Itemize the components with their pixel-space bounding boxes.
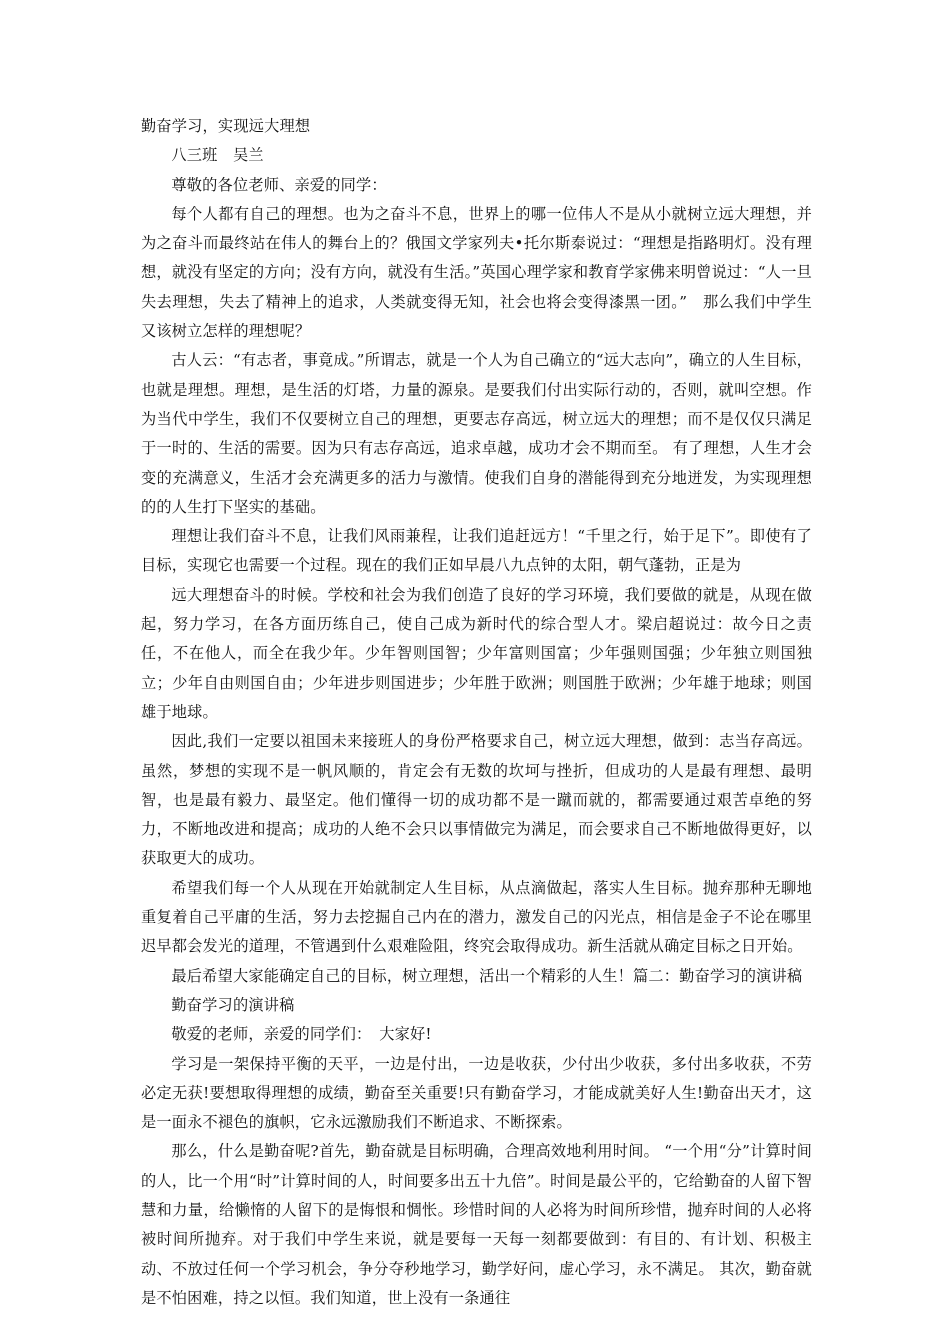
section-heading: 勤奋学习的演讲稿 xyxy=(171,995,295,1014)
greeting: 敬爱的老师，亲爱的同学们： 大家好! xyxy=(171,1025,432,1044)
paragraph: 因此,我们一定要以祖国未来接班人的身份严格要求自己，树立远大理想，做到：志当存高远。虽然，梦想的实现不是一帆风顺的，肯定会有无数的坎坷与挫折，但成功的人是最有理想、最明智，也是最有毅力、最坚定。他们懂得一切的成功都不是一蹴而就的，都需要通过艰苦卓绝的努力，不断地改进和提高；成功的人绝不会只以事情做完为满足，而会要求自己不断地做得更好，以获取更大的成功。 xyxy=(141,732,812,868)
paragraph: 希望我们每一个人从现在开始就制定人生目标，从点滴做起，落实人生目标。抛弃那种无聊地重复着自己平庸的生活，努力去挖掘自己内在的潜力，激发自己的闪光点，相信是金子不论在哪里迟早都会发光的道理，不管遇到什么艰难险阻，终究会取得成功。新生活就从确定目标之日开始。 xyxy=(141,878,812,956)
paragraph: 那么，什么是勤奋呢?首先，勤奋就是目标明确，合理高效地利用时间。 “一个用“分”计算时间的人，比一个用“时”计算时间的人，时间要多出五十九倍”。时间是最公平的，它给勤奋的人留下智慧和力量，给懒惰的人留下的是悔恨和惆怅。珍惜时间的人必将为时间所珍惜，抛弃时间的人必将被时间所抛弃。对于我们中学生来说，就是要每一天每一刻都要做到：有目的、有计划、积极主动、不放过任何一个学习机会，争分夺秒地学习，勤学好问，虚心学习，永不满足。 其次，勤奋就是不怕困难，持之以恒。我们知道，世上没有一条通往 xyxy=(141,1142,812,1307)
author-line: 八三班 吴兰 xyxy=(171,146,264,165)
salutation: 尊敬的各位老师、亲爱的同学： xyxy=(171,175,387,194)
paragraph: 远大理想奋斗的时候。学校和社会为我们创造了良好的学习环境，我们要做的就是，从现在做起，努力学习，在各方面历练自己，使自己成为新时代的综合型人才。梁启超说过：故今日之责任，不在他人，而全在我少年。少年智则国智；少年富则国富；少年强则国强；少年独立则国独立；少年自由则国自由；少年进步则国进步；少年胜于欧洲；则国胜于欧洲；少年雄于地球；则国雄于地球。 xyxy=(141,585,812,721)
paragraph: 最后希望大家能确定自己的目标，树立理想，活出一个精彩的人生！篇二：勤奋学习的演讲稿 xyxy=(171,966,803,985)
document-page xyxy=(141,112,812,1313)
paragraph: 古人云：“有志者，事竟成。”所谓志，就是一个人为自己确立的“远大志向”，确立的人生目标，也就是理想。理想，是生活的灯塔，力量的源泉。是要我们付出实际行动的，否则，就叫空想。作为当代中学生，我们不仅要树立自己的理想，更要志存高远，树立远大的理想；而不是仅仅只满足于一时的、生活的需要。因为只有志存高远，追求卓越，成功才会不期而至。 有了理想，人生才会变的充满意义，生活才会充满更多的活力与激情。使我们自身的潜能得到充分地迸发，为实现理想的的人生打下坚实的基础。 xyxy=(141,351,812,516)
document-title: 勤奋学习，实现远大理想 xyxy=(141,117,311,135)
paragraph: 理想让我们奋斗不息，让我们风雨兼程，让我们追赶远方！“千里之行，始于足下”。即使有了目标，实现它也需要一个过程。现在的我们正如早晨八九点钟的太阳，朝气蓬勃，正是为 xyxy=(141,527,812,575)
paragraph: 学习是一架保持平衡的天平，一边是付出，一边是收获，少付出少收获，多付出多收获，不劳必定无获!要想取得理想的成绩，勤奋至关重要!只有勤奋学习，才能成就美好人生!勤奋出天才，这是一面永不褪色的旗帜，它永远激励我们不断追求、不断探索。 xyxy=(141,1054,812,1132)
paragraph: 每个人都有自己的理想。也为之奋斗不息，世界上的哪一位伟人不是从小就树立远大理想，并为之奋斗而最终站在伟人的舞台上的？俄国文学家列夫•托尔斯泰说过：“理想是指路明灯。没有理想，就没有坚定的方向；没有方向，就没有生活。”英国心理学家和教育学家佛来明曾说过：“人一旦失去理想，失去了精神上的追求，人类就变得无知，社会也将会变得漆黑一团。” 那么我们中学生又该树立怎样的理想呢？ xyxy=(141,204,812,341)
